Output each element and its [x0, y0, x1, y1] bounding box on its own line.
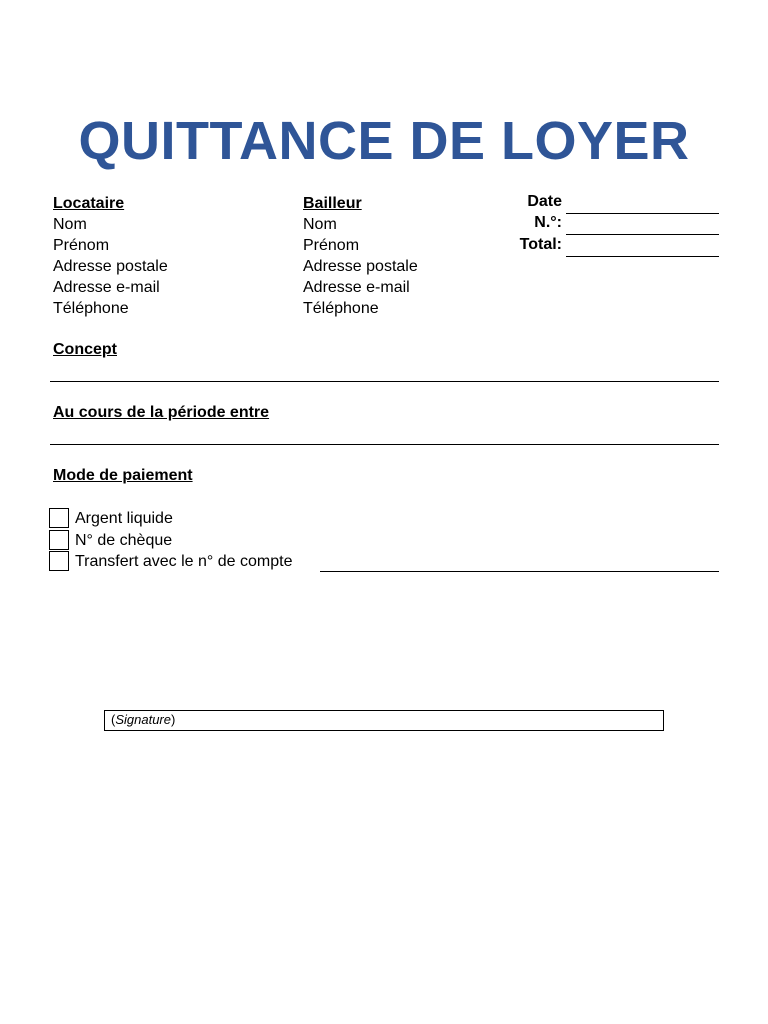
total-field[interactable] — [566, 256, 719, 257]
tenant-block — [53, 193, 168, 319]
date-label: Date — [527, 193, 562, 210]
concept-line[interactable] — [50, 381, 719, 382]
landlord-field-email: Adresse e-mail — [303, 279, 410, 296]
tenant-field-address: Adresse postale — [53, 258, 168, 275]
total-label: Total: — [519, 236, 562, 253]
cheque-checkbox[interactable] — [49, 530, 69, 550]
signature-caption: (Signature) — [111, 712, 176, 727]
tenant-field-firstname: Prénom — [53, 237, 110, 254]
tenant-field-email: Adresse e-mail — [53, 279, 160, 296]
signature-box[interactable] — [104, 710, 664, 731]
landlord-field-firstname: Prénom — [303, 237, 360, 254]
landlord-field-address: Adresse postale — [303, 258, 418, 275]
cash-option-label: Argent liquide — [75, 510, 173, 527]
cash-checkbox[interactable] — [49, 508, 69, 528]
account-number-line[interactable] — [320, 571, 719, 572]
date-field[interactable] — [566, 213, 719, 214]
landlord-block — [303, 193, 418, 319]
period-heading: Au cours de la période entre — [53, 404, 270, 421]
cheque-option-label: N° de chèque — [75, 532, 173, 549]
transfer-checkbox[interactable] — [49, 551, 69, 571]
landlord-heading: Bailleur — [303, 195, 362, 212]
payment-heading: Mode de paiement — [53, 467, 193, 484]
transfer-option-label: Transfert avec le n° de compte — [75, 553, 293, 570]
tenant-field-name: Nom — [53, 216, 87, 233]
tenant-heading: Locataire — [53, 195, 125, 212]
number-field[interactable] — [566, 234, 719, 235]
period-line[interactable] — [50, 444, 719, 445]
document-title: QUITTANCE DE LOYER — [78, 111, 690, 171]
number-label: N.°: — [534, 214, 562, 231]
landlord-field-name: Nom — [303, 216, 337, 233]
tenant-field-phone: Téléphone — [53, 300, 129, 317]
landlord-field-phone: Téléphone — [303, 300, 379, 317]
concept-heading: Concept — [53, 341, 117, 358]
